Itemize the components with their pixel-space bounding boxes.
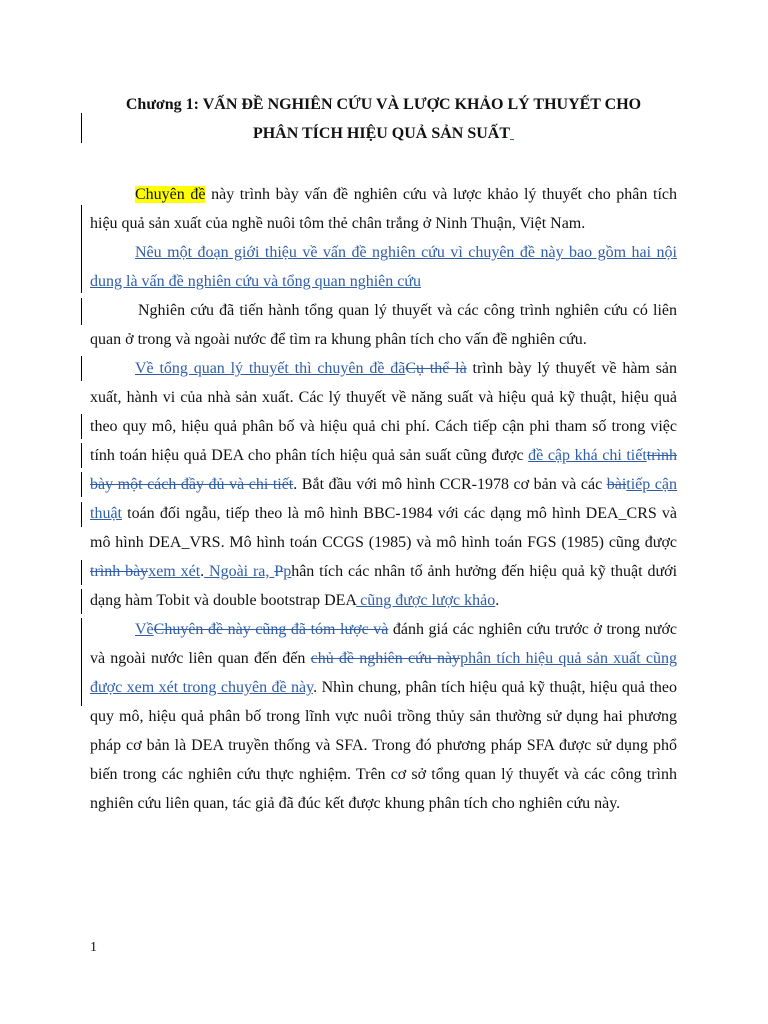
- deleted-text: Chuyên đề này cũng đã tóm lược và: [153, 621, 389, 638]
- change-bar: [81, 502, 82, 527]
- inserted-text: p: [283, 563, 292, 580]
- paragraph-text: trình bày lý thuyết về hàm sản xuất, hành vi của nhà sản xuất. Các lý thuyết về năng suất và hiệu quả kỹ thuật, hiệu quả theo quy mô, hiệu quả phân bố và hiệu quả chi phí. Cách tiếp cận phi tham số trong việc tính toán hiệu quả DEA cho phân tích hiệu quả sản suất cũng được: [90, 360, 678, 464]
- inserted-text: Nêu một đoạn giới thiệu về vấn đề nghiên cứu vì chuyên đề này bao gồm hai nội dung là vấn đề nghiên cứu và tổng quan nghiên cứu: [90, 244, 677, 290]
- change-bar: [81, 414, 82, 439]
- deleted-text: chủ đề nghiên cứu này: [310, 650, 461, 667]
- paragraph-theory: [90, 354, 677, 615]
- inserted-text: Ngoài ra,: [204, 563, 275, 580]
- inserted-text: cũng được lược khảo: [356, 592, 496, 609]
- document-body: [90, 180, 677, 818]
- chapter-title: [90, 90, 677, 148]
- change-bar: [81, 205, 82, 293]
- change-bar: [81, 443, 82, 468]
- chapter-title-line1: Chương 1: VẤN ĐỀ NGHIÊN CỨU VÀ LƯỢC KHẢO LÝ THUYẾT CHO: [125, 96, 642, 113]
- paragraph-text: Nghiên cứu đã tiến hành tổng quan lý thuyết và các công trình nghiên cứu có liên quan ở trong và ngoài nước để tìm ra khung phân tích cho vấn đề nghiên cứu.: [90, 302, 677, 348]
- deleted-text: Cụ thể là: [405, 360, 467, 377]
- paragraph-text: đánh giá các nghiên cứu trước ở trong nước và ngoài nước liên quan đến đến: [90, 621, 678, 667]
- change-bar: [81, 472, 82, 497]
- inserted-text: đề cập khá chi tiết: [528, 447, 647, 464]
- paragraph-text: hân tích các nhân tố ảnh hưởng đến hiệu quả kỹ thuật dưới dạng hàm Tobit và double bootstrap DEA: [90, 563, 678, 609]
- inserted-text: Về tổng quan lý thuyết thì chuyên đề đã: [135, 360, 406, 377]
- paragraph-comment: [90, 238, 677, 296]
- paragraph-intro: [90, 180, 677, 238]
- change-bar: [81, 560, 82, 585]
- change-bar: [81, 356, 82, 381]
- change-bar: [81, 113, 82, 143]
- deleted-text: P: [274, 563, 284, 580]
- chapter-title-line2: PHÂN TÍCH HIỆU QUẢ SẢN SUẤT: [252, 125, 511, 142]
- change-bar: [81, 618, 82, 706]
- paragraph-text: . Nhìn chung, phân tích hiệu quả kỹ thuật, hiệu quả theo quy mô, hiệu quả phân bố trong lĩnh vực nuôi trồng thủy sản thường sử dụng hai phương pháp cơ bản là DEA truyền thống và SFA. Trong đó phương pháp SFA được sử dụng phổ biến trong các nghiên cứu thực nghiệm. Trên cơ sở tổng quan lý thuyết và các công trình nghiên cứu liên quan, tác giả đã đúc kết được khung phân tích cho nghiên cứu này.: [90, 679, 678, 812]
- paragraph-text: .: [200, 563, 205, 580]
- inserted-text: phân tích hiệu quả sản xuất cũng được xem xét trong chuyên đề này: [90, 650, 678, 696]
- page-number: 1: [90, 940, 97, 955]
- highlighted-text: Chuyên đề: [135, 186, 206, 203]
- deleted-text: trình bày một cách đầy đủ và chi tiết: [90, 447, 678, 493]
- deleted-text: bài: [606, 476, 627, 493]
- inserted-text: tiếp cận thuật: [90, 476, 678, 522]
- change-bar: [81, 298, 82, 325]
- paragraph-text: này trình bày vấn đề nghiên cứu và lược khảo lý thuyết cho phân tích hiệu quả sản xuất của nghề nuôi tôm thẻ chân trắng ở Ninh Thuận, Việt Nam.: [90, 186, 677, 232]
- change-bar: [81, 589, 82, 614]
- paragraph-text: toán đối ngẫu, tiếp theo là mô hình BBC-1984 với các dạng mô hình DEA_CRS và mô hình DEA_VRS. Mô hình toán CCGS (1985) và mô hình toán FGS (1985) cũng được: [90, 505, 677, 551]
- inserted-text: Về: [135, 621, 154, 638]
- inserted-text: xem xét: [148, 563, 201, 580]
- paragraph-review: [90, 615, 677, 818]
- paragraph-overview: [90, 296, 677, 354]
- paragraph-text: .: [495, 592, 500, 609]
- inserted-space: [510, 125, 514, 142]
- paragraph-text: . Bắt đầu với mô hình CCR-1978 cơ bản và các: [293, 476, 607, 493]
- deleted-text: trình bày: [90, 563, 149, 580]
